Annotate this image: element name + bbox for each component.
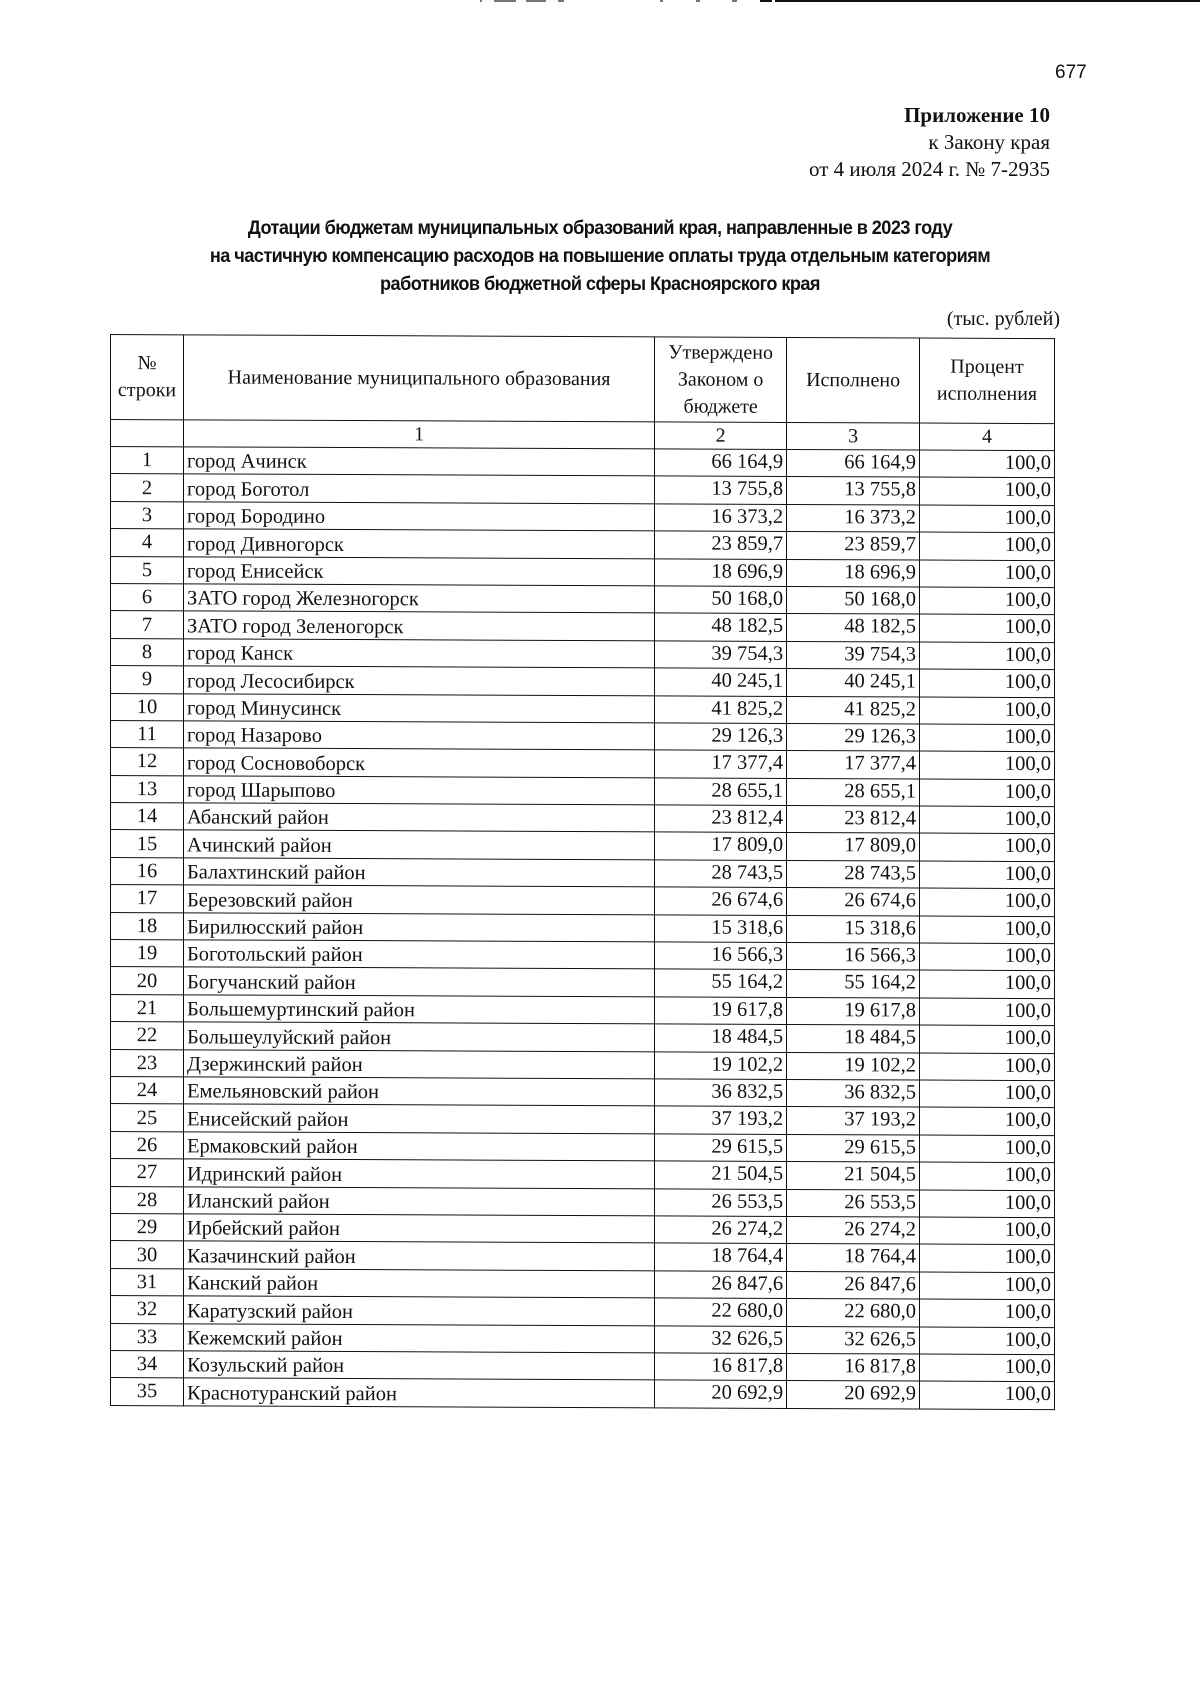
- row-number: 9: [111, 666, 184, 694]
- municipality-name: Енисейский район: [183, 1104, 654, 1133]
- executed-amount: 28 743,5: [787, 860, 920, 888]
- row-number: 18: [111, 912, 184, 940]
- execution-percent: 100,0: [920, 614, 1055, 642]
- header-row-number-line: строки: [117, 379, 177, 402]
- row-number: 20: [111, 967, 184, 995]
- header-percent-line: исполнения: [936, 382, 1038, 406]
- table-row: [111, 638, 1055, 670]
- column-number: 4: [920, 423, 1055, 451]
- row-number: 17: [111, 885, 184, 913]
- execution-percent: 100,0: [920, 861, 1055, 889]
- approved-amount: 39 754,3: [655, 641, 787, 669]
- appendix-law-date: от 4 июля 2024 г. № 7-2935: [809, 157, 1050, 181]
- execution-percent: 100,0: [920, 1354, 1055, 1382]
- document-title: [135, 214, 1065, 298]
- execution-percent: 100,0: [920, 1053, 1055, 1081]
- execution-percent: 100,0: [920, 888, 1055, 916]
- execution-percent: 100,0: [920, 806, 1055, 834]
- execution-percent: 100,0: [920, 916, 1055, 944]
- approved-amount: 41 825,2: [655, 695, 787, 723]
- execution-percent: 100,0: [920, 1244, 1055, 1272]
- table-row: [111, 1323, 1055, 1355]
- approved-amount: 19 102,2: [655, 1051, 787, 1079]
- municipality-name: ЗАТО город Железногорск: [183, 584, 654, 613]
- row-number: 7: [111, 611, 184, 639]
- row-number: 32: [111, 1296, 184, 1324]
- approved-amount: 20 692,9: [655, 1380, 787, 1408]
- approved-amount: 15 318,6: [655, 915, 787, 943]
- table-row: [111, 474, 1055, 506]
- approved-amount: 18 696,9: [655, 558, 787, 586]
- executed-amount: 26 274,2: [787, 1216, 920, 1244]
- municipality-name: ЗАТО город Зеленогорск: [183, 611, 654, 640]
- header-row-number-line: №: [137, 352, 157, 375]
- table-row: [111, 775, 1055, 807]
- execution-percent: 100,0: [920, 1107, 1055, 1135]
- approved-amount: 29 126,3: [655, 723, 787, 751]
- executed-amount: 66 164,9: [787, 449, 920, 477]
- table-body: [111, 447, 1055, 1410]
- row-number: 33: [111, 1323, 184, 1351]
- table-row: [111, 748, 1055, 780]
- municipality-name: Ермаковский район: [183, 1132, 654, 1161]
- table-row: [111, 885, 1055, 917]
- approved-amount: 55 164,2: [655, 969, 787, 997]
- table-row: [111, 1131, 1055, 1163]
- row-number: 10: [111, 693, 184, 721]
- row-number: 23: [111, 1049, 184, 1077]
- municipality-name: город Шарыпово: [183, 776, 654, 805]
- execution-percent: 100,0: [920, 505, 1055, 533]
- executed-amount: 20 692,9: [787, 1381, 920, 1409]
- row-number: 21: [111, 994, 184, 1022]
- execution-percent: 100,0: [920, 1025, 1055, 1053]
- municipality-name: город Минусинск: [183, 693, 654, 722]
- municipality-name: город Дивногорск: [183, 529, 654, 558]
- header-municipality-name: Наименование муниципального образования: [183, 335, 654, 422]
- municipality-name: Иланский район: [183, 1186, 654, 1215]
- row-number: 31: [111, 1268, 184, 1296]
- execution-percent: 100,0: [920, 1135, 1055, 1163]
- executed-amount: 32 626,5: [787, 1326, 920, 1354]
- executed-amount: 37 193,2: [787, 1107, 920, 1135]
- approved-amount: 19 617,8: [655, 997, 787, 1025]
- column-number: 2: [655, 422, 787, 450]
- executed-amount: 13 755,8: [787, 477, 920, 505]
- row-number: 34: [111, 1350, 184, 1378]
- row-number: 8: [111, 638, 184, 666]
- header-row-number: [111, 335, 184, 420]
- execution-percent: 100,0: [920, 943, 1055, 971]
- table-row: [111, 1076, 1055, 1108]
- execution-percent: 100,0: [920, 642, 1055, 670]
- approved-amount: 26 553,5: [655, 1188, 787, 1216]
- row-number: 15: [111, 830, 184, 858]
- execution-percent: 100,0: [920, 477, 1055, 505]
- table-row: [111, 830, 1055, 862]
- executed-amount: 23 859,7: [787, 532, 920, 560]
- execution-percent: 100,0: [920, 779, 1055, 807]
- municipality-name: город Ачинск: [183, 447, 654, 476]
- executed-amount: 41 825,2: [787, 696, 920, 724]
- executed-amount: 55 164,2: [787, 970, 920, 998]
- municipality-name: Ирбейский район: [183, 1214, 654, 1243]
- row-number: 1: [111, 447, 184, 475]
- table-row: [111, 611, 1055, 643]
- document-title-line: на частичную компенсацию расходов на повышение оплаты труда отдельным категориям: [209, 245, 991, 267]
- approved-amount: 23 812,4: [655, 805, 787, 833]
- document-title-line: работников бюджетной сферы Красноярского края: [380, 273, 820, 295]
- row-number: 29: [111, 1213, 184, 1241]
- table-row: [111, 1296, 1055, 1328]
- approved-amount: 36 832,5: [655, 1079, 787, 1107]
- municipality-name: город Енисейск: [183, 556, 654, 585]
- municipality-name: Емельяновский район: [183, 1077, 654, 1106]
- executed-amount: 29 615,5: [787, 1134, 920, 1162]
- row-number: 35: [111, 1378, 184, 1406]
- table-row: [111, 1378, 1055, 1410]
- execution-percent: 100,0: [920, 1272, 1055, 1300]
- row-number: 13: [111, 775, 184, 803]
- row-number: 26: [111, 1131, 184, 1159]
- approved-amount: 32 626,5: [655, 1325, 787, 1353]
- header-approved: [655, 337, 787, 423]
- executed-amount: 29 126,3: [787, 723, 920, 751]
- approved-amount: 21 504,5: [655, 1161, 787, 1189]
- table-header-row: [111, 335, 1055, 424]
- approved-amount: 50 168,0: [655, 586, 787, 614]
- appendix-block: [809, 102, 1050, 183]
- execution-percent: 100,0: [920, 669, 1055, 697]
- table-row: [111, 529, 1055, 561]
- header-approved-line: Законом о: [677, 367, 764, 391]
- approved-amount: 66 164,9: [655, 449, 787, 477]
- row-number: 27: [111, 1159, 184, 1187]
- appendix-law-reference: к Закону края: [928, 130, 1050, 154]
- municipality-name: город Назарово: [183, 721, 654, 750]
- executed-amount: 16 373,2: [787, 504, 920, 532]
- table-row: [111, 1241, 1055, 1273]
- row-number: 6: [111, 583, 184, 611]
- table-row: [111, 857, 1055, 889]
- execution-percent: 100,0: [920, 1381, 1055, 1409]
- approved-amount: 26 847,6: [655, 1271, 787, 1299]
- municipality-name: Большеулуйский район: [183, 1022, 654, 1051]
- row-number: 5: [111, 556, 184, 584]
- executed-amount: 19 102,2: [787, 1052, 920, 1080]
- header-percent: [920, 338, 1055, 424]
- executed-amount: 22 680,0: [787, 1299, 920, 1327]
- table-row: [111, 447, 1055, 479]
- execution-percent: 100,0: [920, 1327, 1055, 1355]
- appendix-title: Приложение 10: [904, 103, 1050, 127]
- table-row: [111, 803, 1055, 835]
- table-row: [111, 693, 1055, 725]
- municipality-name: Боготольский район: [183, 940, 654, 969]
- execution-percent: 100,0: [920, 697, 1055, 725]
- executed-amount: 18 696,9: [787, 559, 920, 587]
- municipality-name: Бирилюсский район: [183, 912, 654, 941]
- approved-amount: 29 615,5: [655, 1134, 787, 1162]
- municipality-name: Березовский район: [183, 885, 654, 914]
- row-number: 14: [111, 803, 184, 831]
- approved-amount: 37 193,2: [655, 1106, 787, 1134]
- municipality-name: Богучанский район: [183, 967, 654, 996]
- approved-amount: 16 566,3: [655, 942, 787, 970]
- header-approved-line: Утверждено: [668, 340, 773, 364]
- executed-amount: 23 812,4: [787, 806, 920, 834]
- row-number: 11: [111, 720, 184, 748]
- executed-amount: 18 484,5: [787, 1025, 920, 1053]
- table-row: [111, 556, 1055, 588]
- approved-amount: 40 245,1: [655, 668, 787, 696]
- table-row: [111, 1022, 1055, 1054]
- row-number: 12: [111, 748, 184, 776]
- column-number-row: [111, 420, 1055, 451]
- table-row: [111, 912, 1055, 944]
- execution-percent: 100,0: [920, 560, 1055, 588]
- row-number: 16: [111, 857, 184, 885]
- executed-amount: 16 817,8: [787, 1353, 920, 1381]
- table-row: [111, 583, 1055, 615]
- approved-amount: 16 817,8: [655, 1353, 787, 1381]
- scan-artifacts: [0, 0, 1200, 4]
- execution-percent: 100,0: [920, 970, 1055, 998]
- approved-amount: 28 743,5: [655, 860, 787, 888]
- municipality-name: город Боготол: [183, 474, 654, 503]
- municipality-name: Дзержинский район: [183, 1049, 654, 1078]
- table-row: [111, 666, 1055, 698]
- executed-amount: 18 764,4: [787, 1244, 920, 1272]
- table-row: [111, 1104, 1055, 1136]
- execution-percent: 100,0: [920, 1299, 1055, 1327]
- approved-amount: 16 373,2: [655, 504, 787, 532]
- approved-amount: 17 377,4: [655, 750, 787, 778]
- table-row: [111, 940, 1055, 972]
- executed-amount: 15 318,6: [787, 915, 920, 943]
- executed-amount: 19 617,8: [787, 997, 920, 1025]
- executed-amount: 28 655,1: [787, 778, 920, 806]
- page-number: 677: [1055, 62, 1087, 83]
- municipality-name: город Канск: [183, 639, 654, 668]
- municipality-name: Абанский район: [183, 803, 654, 832]
- approved-amount: 13 755,8: [655, 476, 787, 504]
- row-number: 28: [111, 1186, 184, 1214]
- execution-percent: 100,0: [920, 1217, 1055, 1245]
- execution-percent: 100,0: [920, 1190, 1055, 1218]
- execution-percent: 100,0: [920, 724, 1055, 752]
- table-row: [111, 1350, 1055, 1382]
- approved-amount: 22 680,0: [655, 1298, 787, 1326]
- municipality-name: Каратузский район: [183, 1296, 654, 1325]
- executed-amount: 16 566,3: [787, 942, 920, 970]
- execution-percent: 100,0: [920, 450, 1055, 478]
- units-label: (тыс. рублей): [946, 308, 1060, 330]
- table-row: [111, 967, 1055, 999]
- municipality-name: Большемуртинский район: [183, 995, 654, 1024]
- row-number: 2: [111, 474, 184, 502]
- executed-amount: 26 674,6: [787, 888, 920, 916]
- execution-percent: 100,0: [920, 751, 1055, 779]
- municipality-name: Идринский район: [183, 1159, 654, 1188]
- approved-amount: 28 655,1: [655, 778, 787, 806]
- table-row: [111, 1159, 1055, 1191]
- row-number: 25: [111, 1104, 184, 1132]
- executed-amount: 40 245,1: [787, 669, 920, 697]
- municipality-name: город Сосновоборск: [183, 748, 654, 777]
- header-executed: Исполнено: [787, 337, 920, 423]
- approved-amount: 48 182,5: [655, 613, 787, 641]
- execution-percent: 100,0: [920, 1162, 1055, 1190]
- execution-percent: 100,0: [920, 834, 1055, 862]
- executed-amount: 17 809,0: [787, 833, 920, 861]
- executed-amount: 17 377,4: [787, 751, 920, 779]
- row-number: 4: [111, 529, 184, 557]
- approved-amount: 26 274,2: [655, 1216, 787, 1244]
- table-row: [111, 1268, 1055, 1300]
- document-title-line: Дотации бюджетам муниципальных образований края, направленные в 2023 году: [247, 217, 953, 239]
- column-number: [111, 420, 184, 447]
- table-row: [111, 720, 1055, 752]
- executed-amount: 36 832,5: [787, 1079, 920, 1107]
- executed-amount: 50 168,0: [787, 586, 920, 614]
- row-number: 3: [111, 501, 184, 529]
- row-number: 19: [111, 940, 184, 968]
- row-number: 22: [111, 1022, 184, 1050]
- executed-amount: 21 504,5: [787, 1162, 920, 1190]
- municipality-name: Балахтинский район: [183, 858, 654, 887]
- row-number: 30: [111, 1241, 184, 1269]
- execution-percent: 100,0: [920, 532, 1055, 560]
- executed-amount: 39 754,3: [787, 641, 920, 669]
- approved-amount: 17 809,0: [655, 832, 787, 860]
- municipality-name: Канский район: [183, 1269, 654, 1298]
- header-approved-line: бюджете: [683, 395, 758, 418]
- executed-amount: 48 182,5: [787, 614, 920, 642]
- municipality-name: Кежемский район: [183, 1323, 654, 1352]
- approved-amount: 18 484,5: [655, 1024, 787, 1052]
- subsidies-table: [110, 334, 1055, 1410]
- table-row: [111, 1049, 1055, 1081]
- municipality-name: Козульский район: [183, 1351, 654, 1380]
- table-row: [111, 501, 1055, 533]
- municipality-name: Ачинский район: [183, 830, 654, 859]
- row-number: 24: [111, 1076, 184, 1104]
- municipality-name: город Бородино: [183, 502, 654, 531]
- table-row: [111, 1186, 1055, 1218]
- executed-amount: 26 553,5: [787, 1189, 920, 1217]
- approved-amount: 18 764,4: [655, 1243, 787, 1271]
- municipality-name: Краснотуранский район: [183, 1378, 654, 1407]
- column-number: 3: [787, 422, 920, 450]
- table-row: [111, 1213, 1055, 1245]
- header-percent-line: Процент: [950, 355, 1024, 378]
- municipality-name: город Лесосибирск: [183, 666, 654, 695]
- execution-percent: 100,0: [920, 587, 1055, 615]
- column-number: 1: [183, 420, 654, 449]
- table-row: [111, 994, 1055, 1026]
- approved-amount: 26 674,6: [655, 887, 787, 915]
- execution-percent: 100,0: [920, 998, 1055, 1026]
- execution-percent: 100,0: [920, 1080, 1055, 1108]
- approved-amount: 23 859,7: [655, 531, 787, 559]
- municipality-name: Казачинский район: [183, 1241, 654, 1270]
- executed-amount: 26 847,6: [787, 1271, 920, 1299]
